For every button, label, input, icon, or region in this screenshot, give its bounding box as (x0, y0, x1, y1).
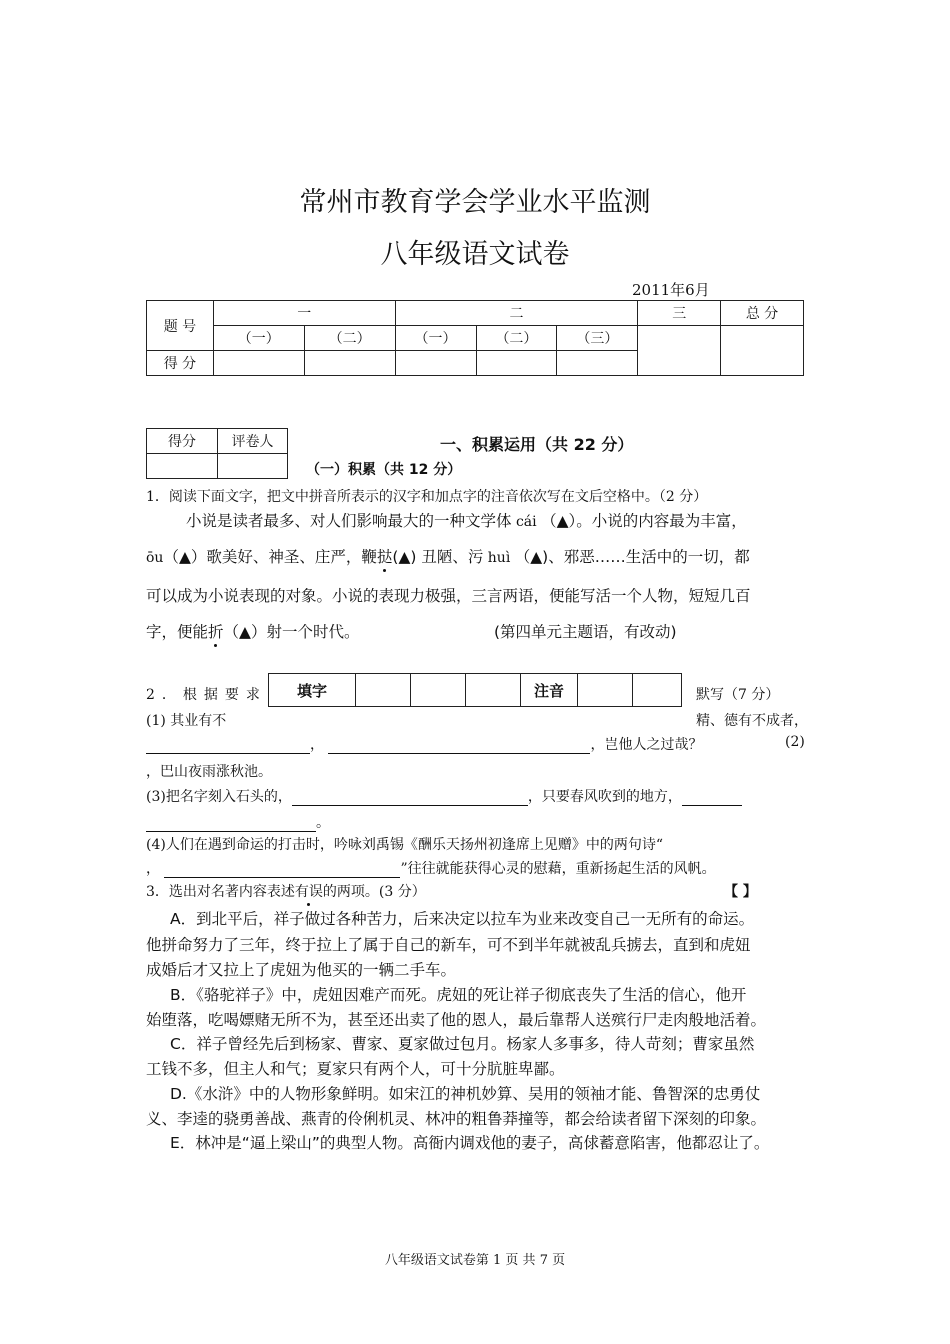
q2-blank-4b[interactable] (146, 831, 316, 832)
q1-answer-table (268, 673, 682, 707)
score-cell-2-3[interactable] (557, 351, 638, 376)
q2-s1b: 精、德有不成者， (696, 713, 808, 729)
q1-line-2 (146, 545, 750, 567)
q2-s1d: ，岂他人之过哉？ (590, 737, 703, 753)
score-cell-2-2[interactable] (476, 351, 557, 376)
q2-s3c: 。 (316, 815, 330, 831)
q2-s1c: ， (310, 737, 324, 753)
col-part1: 一 (213, 301, 395, 326)
q2-prompt-right: 默写（7 分） (696, 687, 780, 703)
q3-option-a-3: 成婚后才又拉上了虎妞为他买的一辆二手车。 (146, 961, 457, 979)
grader-score-cell[interactable] (147, 454, 218, 479)
q2-blank-2[interactable] (328, 753, 590, 754)
q3-option-c-1: C．祥子曾经先后到杨家、曹家、夏家做过包月。杨家人多事多，待人苛刻；曹家虽然 (170, 1035, 755, 1053)
q3-prompt-a: 3．选出对名著内容表述 (146, 884, 295, 900)
q3-option-e-1: E．林冲是“逼上梁山”的典型人物。高衙内调戏他的妻子，高俅蓄意陷害，他都忍让了。 (170, 1134, 770, 1152)
q2-s4b: ， (146, 861, 160, 877)
q1-line-3: 可以成为小说表现的对象。小说的表现力极强，三言两语，便能写活一个人物，短短几百 (146, 587, 751, 605)
q2-s2: ，巴山夜雨涨秋池。 (146, 764, 272, 780)
col-part3: 三 (638, 301, 721, 326)
row-label-question: 题 号 (147, 301, 214, 351)
q3-option-d-1: D.《水浒》中的人物形象鲜明。如宋江的神机妙算、吴用的领袖才能、鲁智深的忠勇仗 (170, 1085, 761, 1103)
q3-option-c-2: 工钱不多，但主人和气；夏家只有两个人，可十分肮脏卑鄙。 (146, 1060, 565, 1078)
q2-line-6 (146, 858, 716, 878)
subsection-title: （一）积累（共 12 分） (306, 462, 462, 478)
q3-option-b-2: 始堕落，吃喝嫖赌无所不为，甚至还出卖了他的恩人，最后靠帮人送殡行尸走肉般地活着。 (146, 1011, 767, 1029)
q1-l2c: (▲) 丑陋、污 (392, 548, 484, 566)
q2-blank-3[interactable] (292, 805, 528, 806)
sub-2-2: （二） (476, 326, 557, 351)
q2-s3b: ，只要春风吹到的地方， (527, 789, 682, 805)
grader-score-label: 得分 (147, 429, 218, 454)
q1-pinyin-ou: ōu (146, 550, 164, 566)
sub-2-3: （三） (557, 326, 638, 351)
q2-line-3 (146, 786, 742, 806)
q1-l1a: 小说是读者最多、对人们影响最大的一种文学体 (186, 512, 512, 530)
q2-blank-1[interactable] (146, 753, 310, 754)
q1-dotted-char-ta: 挞 (376, 548, 393, 566)
q2-s4a: (4)人们在遇到命运的打击时，吟咏刘禹锡《酬乐天扬州初逢席上见赠》中的两句诗“ (146, 837, 663, 853)
q2-line-4 (146, 812, 330, 832)
row-label-score: 得 分 (147, 351, 214, 376)
q1-l4b: （▲）射一个时代。 (223, 623, 360, 641)
q1-line-1 (186, 509, 747, 531)
fill-label: 填字 (269, 674, 356, 707)
exam-institution-title: 常州市教育学会学业水平监测 (299, 187, 651, 218)
exam-title: 八年级语文试卷 (380, 239, 570, 270)
q1-pinyin-hui: huì (483, 550, 515, 566)
q2-line-2 (146, 734, 702, 754)
q3-prompt-b: 的两项。(3 分） (322, 884, 426, 900)
q2-prompt-left: 2．根据要求 (146, 687, 267, 703)
pinyin-cell-2[interactable] (633, 674, 682, 707)
page-footer: 八年级语文试卷第 1 页 共 7 页 (384, 1253, 566, 1268)
q1-prompt: 1．阅读下面文字，把文中拼音所表示的汉字和加点字的注音依次写在文后空格中。（2 分） (146, 489, 708, 505)
q2-s4c: ”往往就能获得心灵的慰藉，重新扬起生活的风帆。 (400, 861, 716, 877)
q1-pinyin-cai: cái (511, 514, 542, 530)
q2-s1a: (1) 其业有不 (146, 713, 227, 729)
q3-option-a-2: 他拼命努力了三年，终于拉上了属于自己的新车，可不到半年就被乱兵掳去，直到和虎妞 (146, 936, 751, 954)
q2-blank-5[interactable] (164, 877, 400, 878)
q2-blank-4[interactable] (682, 805, 742, 806)
grader-table (146, 428, 288, 479)
q2-s3a: (3)把名字刻入石头的， (146, 789, 292, 805)
q1-source: (第四单元主题语，有改动) (494, 623, 677, 641)
sub-1-1: （一） (213, 326, 304, 351)
q1-l2d: （▲)、邪恶……生活中的一切，都 (514, 548, 750, 566)
q3-option-a-1: A．到北平后，祥子做过各种苦力，后来决定以拉车为业来改变自己一无所有的命运。 (170, 910, 755, 928)
q1-l2b: （▲）歌美好、神圣、庄严，鞭 (163, 548, 377, 566)
q3-answer-bracket[interactable]: 【 】 (724, 884, 757, 900)
score-cell-total[interactable] (721, 326, 804, 376)
sub-2-1: （一） (395, 326, 476, 351)
q3-dotted-youwu: 有误 (294, 884, 323, 900)
q1-l4a: 字，便能 (146, 623, 209, 641)
q3-prompt (146, 881, 426, 901)
grader-name-cell[interactable] (218, 454, 288, 479)
col-part2: 二 (395, 301, 638, 326)
sub-1-2: （二） (304, 326, 395, 351)
pinyin-cell-1[interactable] (578, 674, 633, 707)
q3-option-b-1: B．《骆驼祥子》中，虎妞因难产而死。虎妞的死让祥子彻底丧失了生活的信心，他开 (170, 986, 747, 1004)
col-total: 总 分 (721, 301, 804, 326)
score-cell-2-1[interactable] (395, 351, 476, 376)
exam-date: 2011年6月 (632, 281, 710, 299)
score-cell-part3[interactable] (638, 326, 721, 376)
fill-cell-2[interactable] (411, 674, 466, 707)
q1-l1b: （▲）。小说的内容最为丰富， (541, 512, 747, 530)
q1-dotted-char-zhe: 折 (208, 623, 224, 641)
score-cell-1-1[interactable] (213, 351, 304, 376)
score-cell-1-2[interactable] (304, 351, 395, 376)
q3-option-d-2: 义、李逵的骁勇善战、燕青的伶俐机灵、林冲的粗鲁莽撞等，都会给读者留下深刻的印象。 (146, 1110, 767, 1128)
fill-cell-3[interactable] (466, 674, 521, 707)
section-title: 一、积累运用（共 22 分） (440, 435, 634, 454)
score-table (146, 300, 804, 376)
q2-s2num: (2) (785, 734, 805, 750)
pinyin-label: 注音 (521, 674, 578, 707)
fill-cell-1[interactable] (356, 674, 411, 707)
q1-line-4 (146, 620, 359, 642)
grader-label: 评卷人 (218, 429, 288, 454)
